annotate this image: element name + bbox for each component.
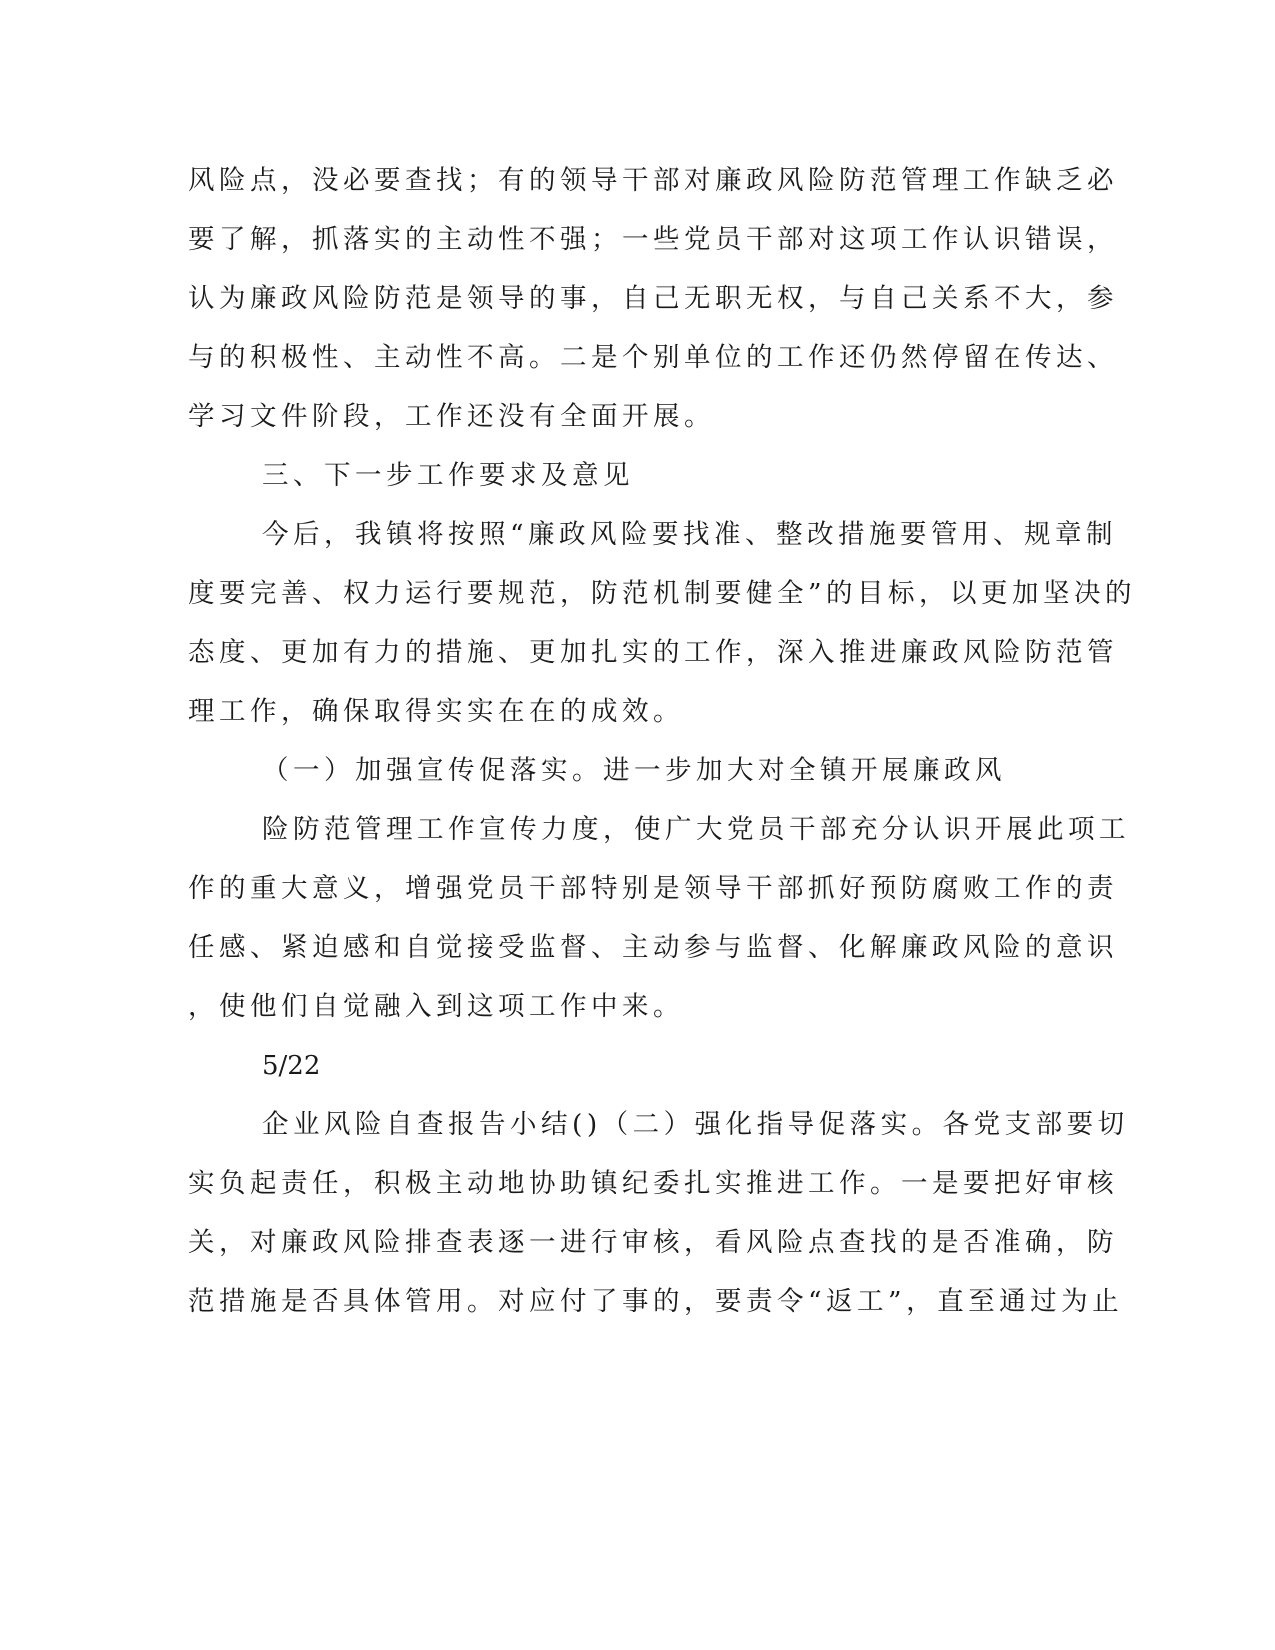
body-text-line: 任感、紧迫感和自觉接受监督、主动参与监督、化解廉政风险的意识 [188, 932, 1118, 963]
body-text-line: 企业风险自查报告小结()（二）强化指导促落实。各党支部要切 [262, 1109, 1129, 1140]
body-text-line: 态度、更加有力的措施、更加扎实的工作，深入推进廉政风险防范管 [188, 637, 1118, 668]
body-text-line: 与的积极性、主动性不高。二是个别单位的工作还仍然停留在传达、 [188, 342, 1118, 373]
body-text-line: 作的重大意义，增强党员干部特别是领导干部抓好预防腐败工作的责 [188, 873, 1118, 904]
body-text-line: ，使他们自觉融入到这项工作中来。 [188, 991, 684, 1022]
body-text-line: 风险点，没必要查找；有的领导干部对廉政风险防范管理工作缺乏必 [188, 165, 1118, 196]
subsection-heading: （一）加强宣传促落实。进一步加大对全镇开展廉政风 [262, 755, 1006, 786]
body-text-line: 实负起责任，积极主动地协助镇纪委扎实推进工作。一是要把好审核 [188, 1168, 1118, 1199]
body-text-line: 险防范管理工作宣传力度，使广大党员干部充分认识开展此项工 [262, 814, 1130, 845]
section-heading: 三、下一步工作要求及意见 [262, 460, 634, 491]
page-number: 5/22 [262, 1051, 321, 1081]
body-text-line: 理工作，确保取得实实在在的成效。 [188, 696, 684, 727]
body-text-line: 度要完善、权力运行要规范，防范机制要健全”的目标，以更加坚决的 [188, 578, 1137, 609]
body-text-line: 要了解，抓落实的主动性不强；一些党员干部对这项工作认识错误， [188, 224, 1118, 255]
body-text-line: 今后，我镇将按照“廉政风险要找准、整改措施要管用、规章制 [262, 519, 1118, 550]
body-text-line: 学习文件阶段，工作还没有全面开展。 [188, 401, 715, 432]
body-text-line: 关，对廉政风险排查表逐一进行审核，看风险点查找的是否准确，防 [188, 1227, 1118, 1258]
body-text-line: 范措施是否具体管用。对应付了事的，要责令“返工”，直至通过为止 [188, 1286, 1124, 1317]
body-text-line: 认为廉政风险防范是领导的事，自己无职无权，与自己关系不大，参 [188, 283, 1118, 314]
